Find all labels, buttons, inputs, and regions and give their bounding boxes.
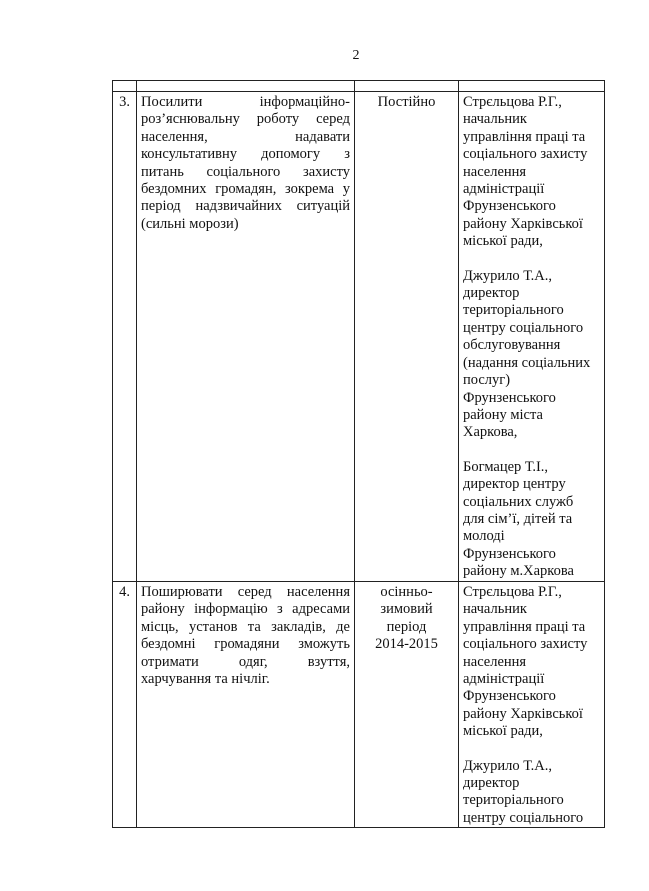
responsible-cell bbox=[459, 92, 605, 582]
task-text: Поширювати серед населення району інформацію з адресами місць, установ та закладів, де бездомні громадяни зможуть отримати одяг, взуття, харчування та нічліг. bbox=[141, 584, 350, 688]
table-header-row bbox=[113, 81, 605, 92]
row-number: 4. bbox=[113, 582, 137, 828]
task-cell bbox=[137, 92, 355, 582]
responsible-cell bbox=[459, 582, 605, 828]
responsible-person: Джурило Т.А., директор територіального центру соціального обслуговування (надання соціальних послуг) Фрунзенського району міста Харкова, bbox=[463, 267, 591, 441]
responsible-person: Стрєльцова Р.Г., начальник управління праці та соціального захисту населення адміністрації Фрунзенського району Харківської міської ради, bbox=[463, 94, 588, 250]
table-row bbox=[113, 582, 605, 828]
task-cell bbox=[137, 582, 355, 828]
responsible-person: Стрєльцова Р.Г., начальник управління праці та соціального захисту населення адміністрації Фрунзенського району Харківської міської ради, bbox=[463, 584, 588, 740]
row-number: 3. bbox=[113, 92, 137, 582]
header-cell bbox=[137, 81, 355, 92]
term-text: осінньо- зимовий період 2014-2015 bbox=[375, 584, 438, 653]
header-cell bbox=[355, 81, 459, 92]
header-cell bbox=[113, 81, 137, 92]
action-plan-table bbox=[112, 80, 605, 828]
task-text: Посилити інформаційно-роз’яснювальну роботу серед населення, надавати консультативну допомогу з питань соціального захисту бездомних громадян, зокрема у період надзвичайних ситуацій (сильні морози) bbox=[141, 94, 350, 232]
responsible-person: Богмацер Т.І., директор центру соціальних служб для сім’ї, дітей та молоді Фрунзенського району м.Харкова bbox=[463, 458, 574, 580]
term-cell bbox=[355, 582, 459, 828]
table-row bbox=[113, 92, 605, 582]
term-text: Постійно bbox=[377, 94, 436, 110]
term-cell bbox=[355, 92, 459, 582]
responsible-person: Джурило Т.А., директор територіального центру соціального bbox=[463, 757, 584, 826]
page-number: 2 bbox=[352, 48, 360, 63]
header-cell bbox=[459, 81, 605, 92]
